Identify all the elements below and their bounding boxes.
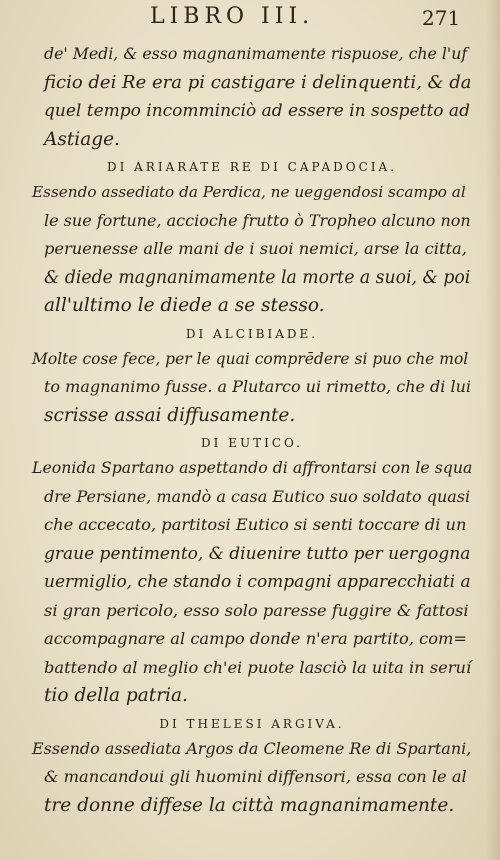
text-line: & mancandoui gli huomini diffensori, essa con le al [44,767,467,786]
page-number: 271 [422,6,461,30]
section-heading: DI THELESI ARGIVA. [159,716,345,731]
section-heading: DI ARIARATE RE DI CAPADOCIA. [106,160,398,174]
text-line: Essendo assediato da Perdica, ne ueggendosi scampo al [32,183,466,201]
text-line: battendo al meglio ch'ei puote lasciò la uita in seruí [44,657,472,677]
text-line: uermiglio, che stando i compagni apparecchiati a [44,572,471,592]
text-line: all'ultimo le diede a se stesso. [44,295,325,316]
text-line: to magnanimo fusse. a Plutarco ui rimetto, che di lui [44,377,472,396]
text-line: ficio dei Re era pi castigare i delinquenti, & da [44,71,472,93]
text-line: Molte cose fece, per le quai comprēdere si puo che mol [32,349,469,368]
text-line: Essendo assediata Argos da Cleomene Re di Spartani, [32,738,472,758]
text-line: graue pentimento, & diuenire tutto per uergogna [44,543,471,564]
section-heading: DI ALCIBIADE. [185,326,319,341]
text-line: quel tempo incomminciò ad essere in sospetto ad [44,101,470,121]
text-line: tre donne diffese la città magnanimamente. [44,794,455,816]
text-line: de' Medi, & esso magnanimamente rispuose, che l'uf [44,44,468,63]
text-line: le sue fortune, accioche frutto ò Tropheo alcuno non [44,210,471,230]
section-heading: DI EUTICO. [201,436,303,450]
text-line: che accecato, partitosi Eutico si senti toccare di un [44,515,467,534]
text-line: tio della patria. [44,685,188,706]
page-header [150,4,470,32]
text-line: scrisse assai diffusamente. [44,404,296,426]
text-line: Astiage. [44,128,120,150]
text-line: accompagnare al campo donde n'era partito, com= [44,629,468,648]
text-line: si gran pericolo, esso solo paresse fuggire & fattosi [44,600,469,620]
page-edge-shadow [486,0,500,860]
text-block [32,40,472,820]
text-line: dre Persiane, mandò a casa Eutico suo soldato quasi [44,486,471,506]
text-line: & diede magnanimamente la morte a suoi, & poi [44,267,471,288]
running-head: LIBRO III. [150,4,315,29]
text-line: peruenesse alle mani de i suoi nemici, arse la citta, [44,239,467,258]
text-line: Leonida Spartano aspettando di affrontarsi con le squa [32,458,473,477]
